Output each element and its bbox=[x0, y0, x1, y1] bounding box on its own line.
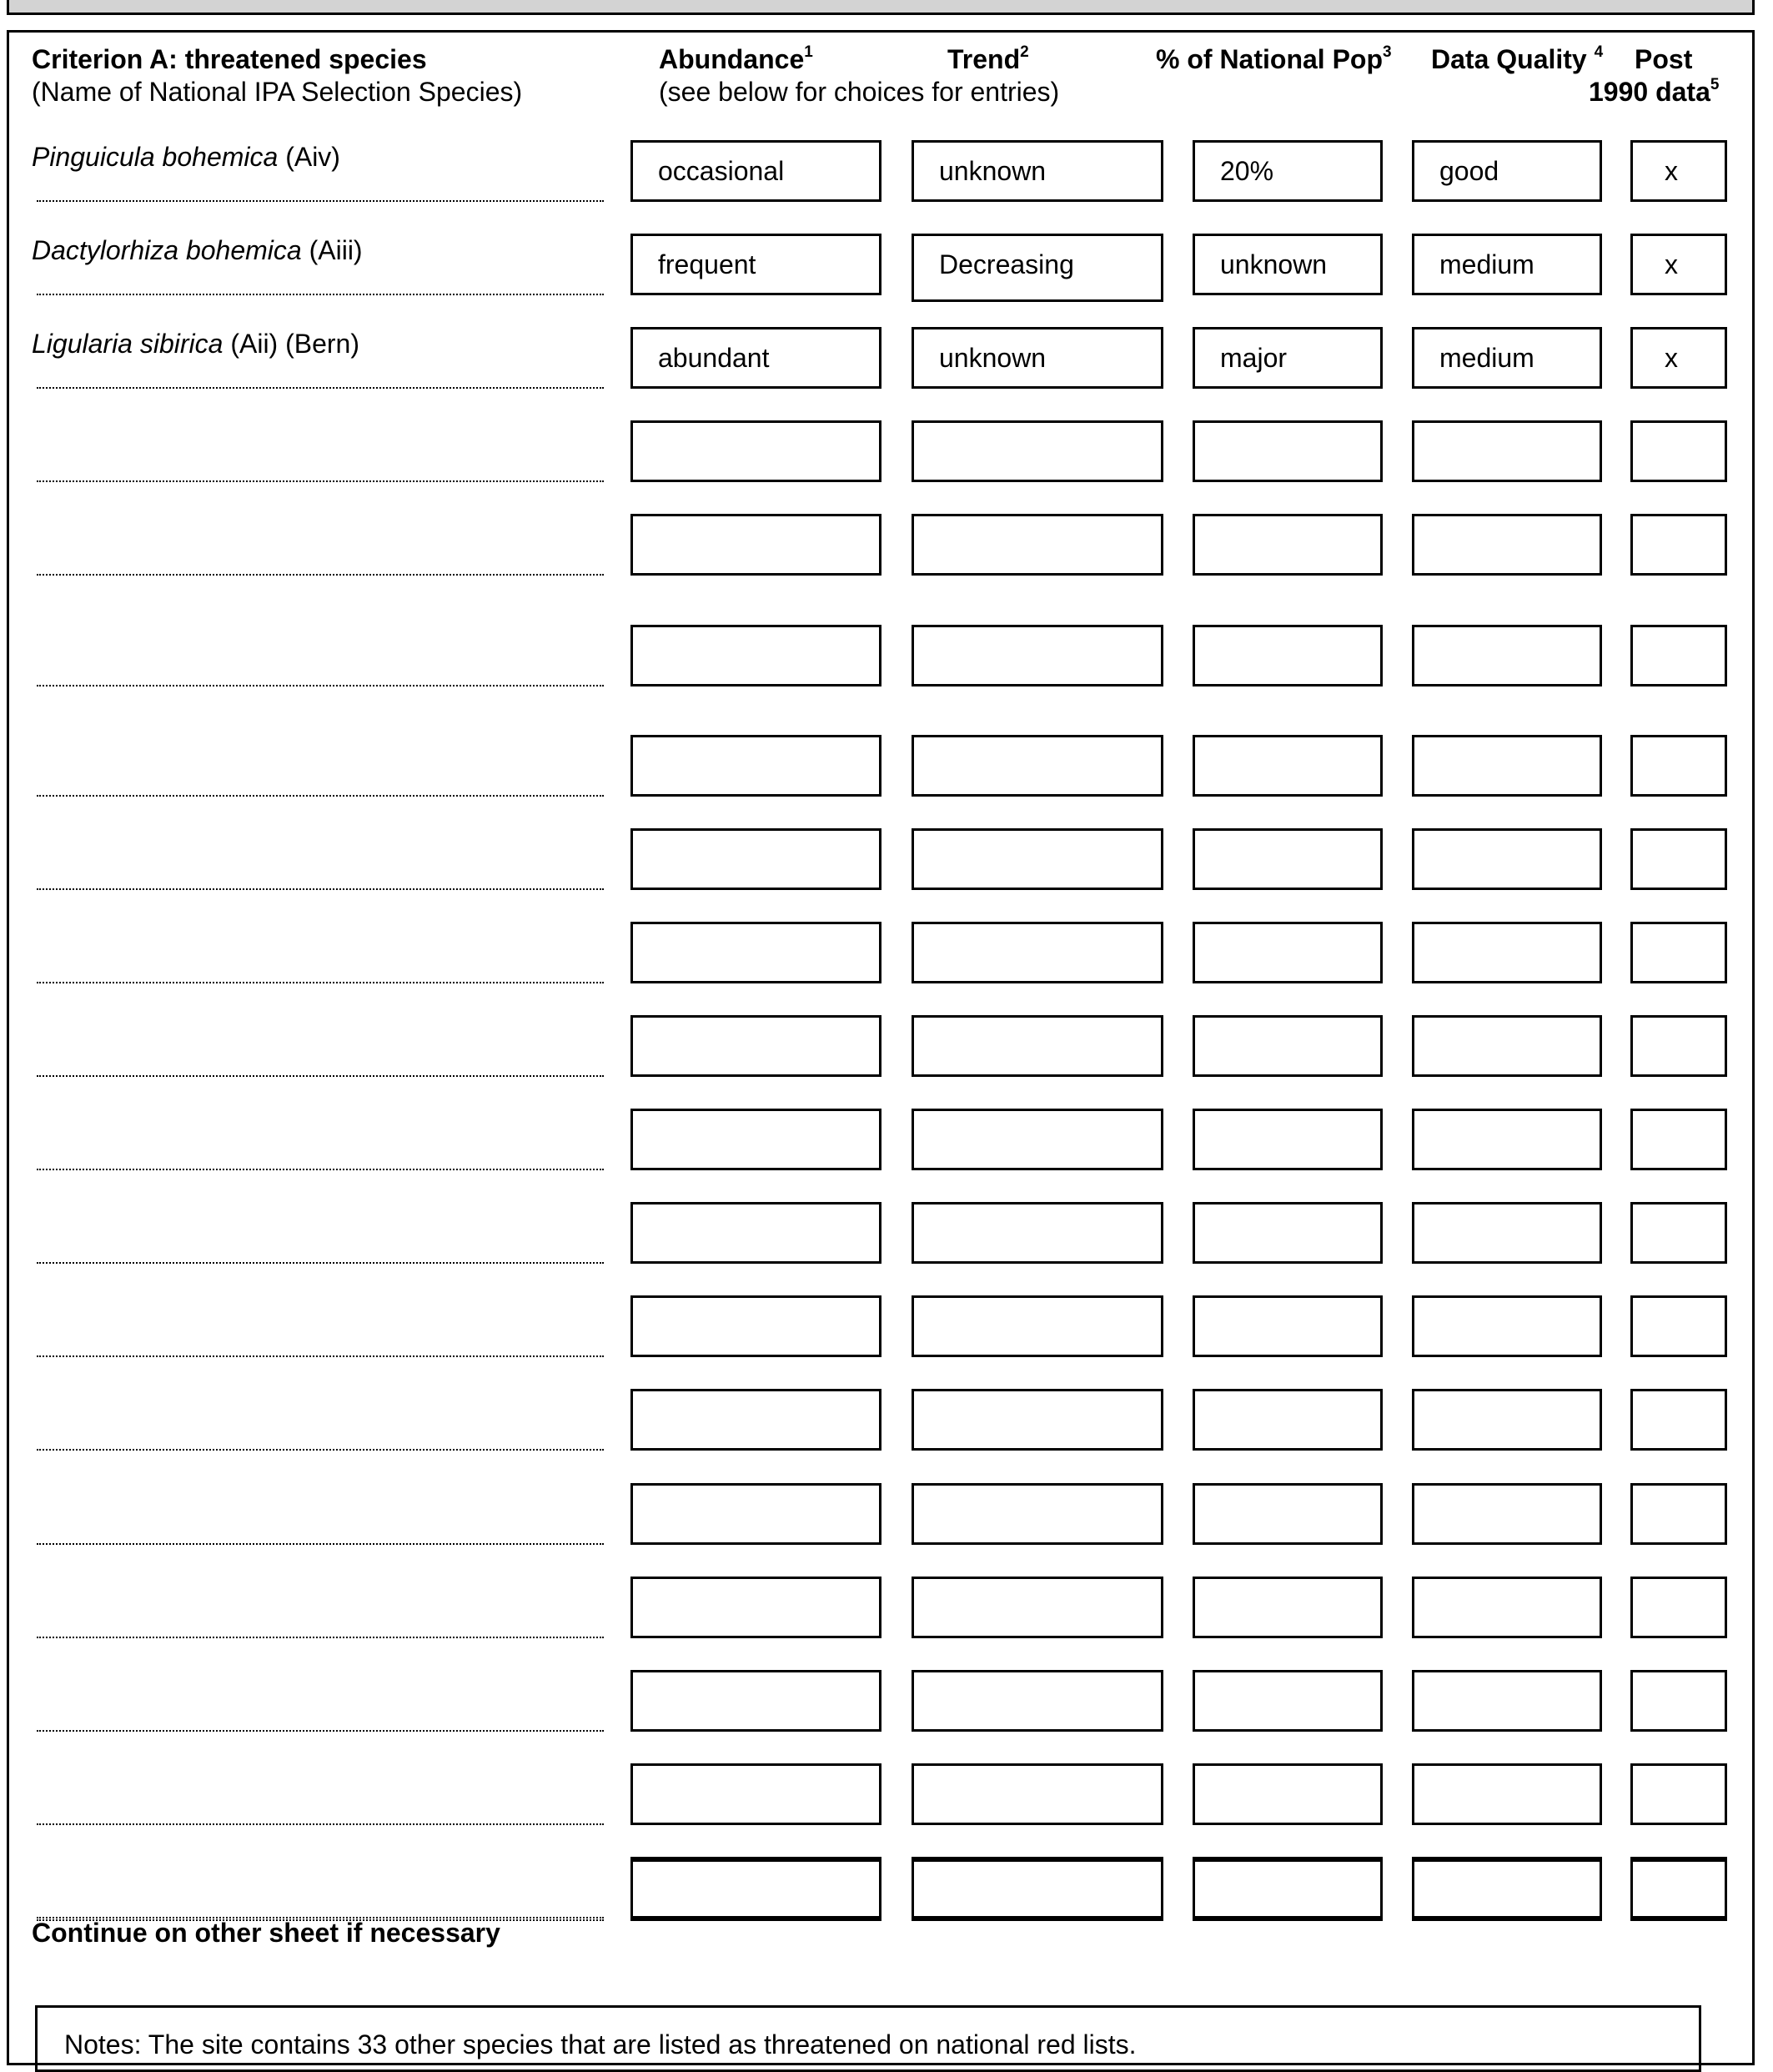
abundance-field[interactable] bbox=[630, 1202, 881, 1264]
national-pop-header: % of National Pop$^3$ bbox=[1156, 43, 1392, 74]
post-1990-field[interactable] bbox=[1630, 735, 1727, 797]
post-1990-field[interactable] bbox=[1630, 420, 1727, 482]
abundance-field[interactable] bbox=[630, 514, 881, 576]
national-pop-field[interactable] bbox=[1193, 828, 1383, 890]
data-quality-field[interactable] bbox=[1412, 1389, 1602, 1451]
trend-field[interactable] bbox=[912, 1670, 1163, 1732]
entries-hint: (see below for choices for entries) bbox=[659, 77, 1060, 107]
data-quality-field[interactable] bbox=[1412, 625, 1602, 686]
data-quality-field[interactable] bbox=[1412, 1202, 1602, 1264]
species-criterion-code: (Aii) (Bern) bbox=[230, 329, 359, 359]
trend-field[interactable] bbox=[912, 1202, 1163, 1264]
species-entry-line bbox=[37, 1075, 604, 1077]
national-pop-field[interactable] bbox=[1193, 1670, 1383, 1732]
abundance-field[interactable] bbox=[630, 1389, 881, 1451]
species-entry-line bbox=[37, 1169, 604, 1170]
trend-field[interactable] bbox=[912, 1859, 1163, 1921]
abundance-field[interactable] bbox=[630, 735, 881, 797]
data-quality-field[interactable] bbox=[1412, 420, 1602, 482]
abundance-field[interactable] bbox=[630, 922, 881, 983]
trend-field[interactable] bbox=[912, 1109, 1163, 1170]
trend-field[interactable]: unknown bbox=[912, 140, 1163, 202]
continue-note: Continue on other sheet if necessary bbox=[32, 1918, 500, 1948]
national-pop-field[interactable] bbox=[1193, 1389, 1383, 1451]
species-entry-line bbox=[37, 1730, 604, 1732]
species-entry-line bbox=[37, 387, 604, 389]
abundance-field[interactable] bbox=[630, 1670, 881, 1732]
data-quality-field[interactable] bbox=[1412, 1670, 1602, 1732]
species-entry-line bbox=[37, 982, 604, 983]
data-quality-field[interactable]: medium bbox=[1412, 327, 1602, 389]
species-name[interactable] bbox=[32, 141, 340, 173]
species-criterion-code: (Aiv) bbox=[285, 142, 340, 172]
species-latin-name: Ligularia sibirica bbox=[32, 329, 224, 359]
post-1990-field[interactable] bbox=[1630, 1202, 1727, 1264]
species-name[interactable] bbox=[32, 234, 363, 266]
abundance-field[interactable] bbox=[630, 1859, 881, 1921]
data-quality-field[interactable] bbox=[1412, 1109, 1602, 1170]
national-pop-field[interactable]: major bbox=[1193, 327, 1383, 389]
post-1990-field[interactable] bbox=[1630, 1859, 1727, 1921]
species-entry-line bbox=[37, 1355, 604, 1357]
post-1990-field[interactable] bbox=[1630, 1015, 1727, 1077]
trend-field[interactable] bbox=[912, 1763, 1163, 1825]
section-title-bar bbox=[7, 0, 1755, 15]
trend-field[interactable] bbox=[912, 1577, 1163, 1638]
data-quality-field[interactable] bbox=[1412, 922, 1602, 983]
trend-field[interactable] bbox=[912, 828, 1163, 890]
post-1990-field[interactable] bbox=[1630, 1109, 1727, 1170]
species-entry-line bbox=[37, 888, 604, 890]
post-1990-field[interactable] bbox=[1630, 828, 1727, 890]
national-pop-field[interactable] bbox=[1193, 1859, 1383, 1921]
species-name[interactable] bbox=[32, 328, 359, 360]
data-quality-field[interactable] bbox=[1412, 1859, 1602, 1921]
post-1990-field[interactable]: x bbox=[1630, 140, 1727, 202]
national-pop-field[interactable] bbox=[1193, 1483, 1383, 1545]
trend-field[interactable] bbox=[912, 1295, 1163, 1357]
trend-field[interactable] bbox=[912, 420, 1163, 482]
species-entry-line bbox=[37, 795, 604, 797]
national-pop-field[interactable] bbox=[1193, 735, 1383, 797]
data-quality-field[interactable] bbox=[1412, 1577, 1602, 1638]
post-1990-field[interactable] bbox=[1630, 1483, 1727, 1545]
national-pop-field[interactable] bbox=[1193, 1577, 1383, 1638]
trend-field[interactable] bbox=[912, 1015, 1163, 1077]
national-pop-field[interactable] bbox=[1193, 922, 1383, 983]
species-entry-line bbox=[37, 1262, 604, 1264]
species-entry-line bbox=[37, 1543, 604, 1545]
post-1990-header: Post bbox=[1635, 44, 1693, 74]
data-quality-field[interactable] bbox=[1412, 514, 1602, 576]
post-1990-field[interactable] bbox=[1630, 1763, 1727, 1825]
trend-field[interactable] bbox=[912, 1389, 1163, 1451]
post-1990-field[interactable] bbox=[1630, 1295, 1727, 1357]
abundance-field[interactable] bbox=[630, 828, 881, 890]
trend-field[interactable] bbox=[912, 514, 1163, 576]
data-quality-field[interactable]: good bbox=[1412, 140, 1602, 202]
post-1990-field[interactable] bbox=[1630, 922, 1727, 983]
data-quality-field[interactable] bbox=[1412, 1763, 1602, 1825]
abundance-field[interactable]: abundant bbox=[630, 327, 881, 389]
notes-text: Notes: The site contains 33 other species that are listed as threatened on national red lists. bbox=[64, 2029, 1137, 2059]
species-column-title: Criterion A: threatened species bbox=[32, 44, 427, 74]
national-pop-field[interactable] bbox=[1193, 625, 1383, 686]
trend-field[interactable]: Decreasing bbox=[912, 234, 1163, 302]
species-entry-line bbox=[37, 1449, 604, 1451]
national-pop-field[interactable]: unknown bbox=[1193, 234, 1383, 295]
species-entry-line bbox=[37, 1637, 604, 1638]
trend-header: Trend$^2$ bbox=[947, 43, 1029, 74]
abundance-field[interactable] bbox=[630, 1109, 881, 1170]
post-1990-field[interactable] bbox=[1630, 1670, 1727, 1732]
abundance-header: Abundance$^1$ bbox=[659, 43, 813, 74]
data-quality-field[interactable] bbox=[1412, 1483, 1602, 1545]
abundance-field[interactable] bbox=[630, 1295, 881, 1357]
species-latin-name: Pinguicula bohemica bbox=[32, 142, 279, 172]
national-pop-field[interactable] bbox=[1193, 1202, 1383, 1264]
trend-field[interactable] bbox=[912, 625, 1163, 686]
data-quality-field[interactable]: medium bbox=[1412, 234, 1602, 295]
species-entry-line bbox=[37, 294, 604, 295]
abundance-field[interactable] bbox=[630, 625, 881, 686]
species-entry-line bbox=[37, 1823, 604, 1825]
abundance-field[interactable] bbox=[630, 1483, 881, 1545]
species-latin-name: Dactylorhiza bohemica bbox=[32, 235, 302, 265]
trend-field[interactable]: unknown bbox=[912, 327, 1163, 389]
notes-box[interactable] bbox=[35, 2005, 1701, 2072]
post-1990-field[interactable]: x bbox=[1630, 234, 1727, 295]
abundance-field[interactable] bbox=[630, 1015, 881, 1077]
abundance-field[interactable]: occasional bbox=[630, 140, 881, 202]
data-quality-field[interactable] bbox=[1412, 735, 1602, 797]
data-quality-field[interactable] bbox=[1412, 1015, 1602, 1077]
species-entry-line bbox=[37, 480, 604, 482]
post-1990-field[interactable] bbox=[1630, 625, 1727, 686]
national-pop-field[interactable] bbox=[1193, 1295, 1383, 1357]
trend-field[interactable] bbox=[912, 735, 1163, 797]
species-column-subtitle: (Name of National IPA Selection Species) bbox=[32, 77, 523, 107]
national-pop-field[interactable] bbox=[1193, 1109, 1383, 1170]
post-1990-header-line2: 1990 data$^5$ bbox=[1589, 76, 1720, 107]
national-pop-field[interactable] bbox=[1193, 1015, 1383, 1077]
trend-field[interactable] bbox=[912, 922, 1163, 983]
data-quality-field[interactable] bbox=[1412, 1295, 1602, 1357]
national-pop-field[interactable] bbox=[1193, 1763, 1383, 1825]
trend-field[interactable] bbox=[912, 1483, 1163, 1545]
abundance-field[interactable]: frequent bbox=[630, 234, 881, 295]
data-quality-field[interactable] bbox=[1412, 828, 1602, 890]
post-1990-field[interactable] bbox=[1630, 1577, 1727, 1638]
national-pop-field[interactable]: 20% bbox=[1193, 140, 1383, 202]
species-entry-line bbox=[37, 685, 604, 686]
post-1990-field[interactable] bbox=[1630, 514, 1727, 576]
species-entry-line bbox=[37, 200, 604, 202]
abundance-field[interactable] bbox=[630, 420, 881, 482]
species-criterion-code: (Aiii) bbox=[309, 235, 363, 265]
species-entry-line bbox=[37, 574, 604, 576]
abundance-field[interactable] bbox=[630, 1577, 881, 1638]
abundance-field[interactable] bbox=[630, 1763, 881, 1825]
post-1990-field[interactable] bbox=[1630, 1389, 1727, 1451]
national-pop-field[interactable] bbox=[1193, 420, 1383, 482]
data-quality-header: Data Quality $^4$ bbox=[1431, 43, 1604, 74]
national-pop-field[interactable] bbox=[1193, 514, 1383, 576]
post-1990-field[interactable]: x bbox=[1630, 327, 1727, 389]
